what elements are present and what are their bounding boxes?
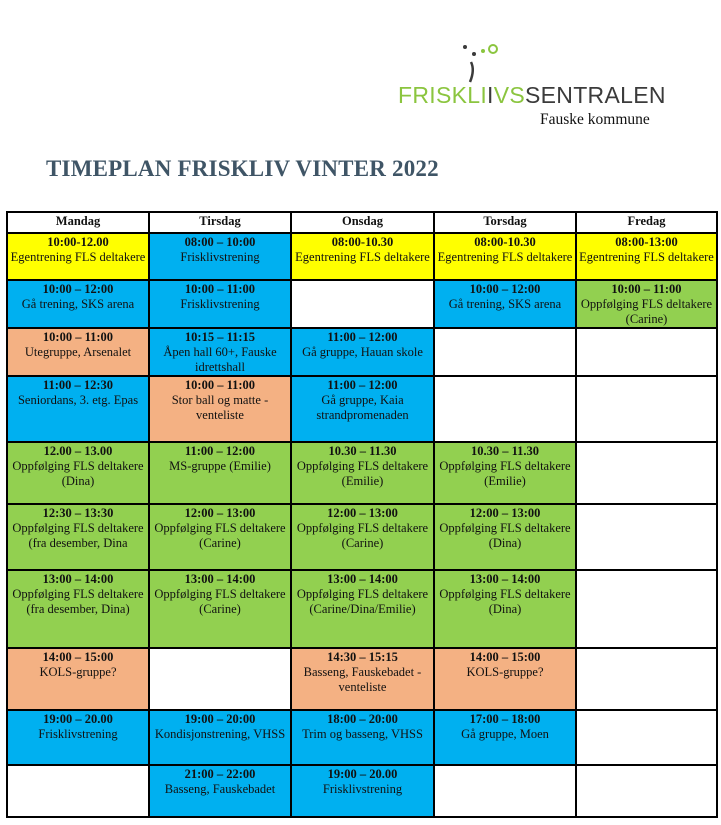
activity-description: KOLS-gruppe? bbox=[39, 665, 117, 679]
schedule-row bbox=[7, 442, 717, 504]
activity-time: 10:00 – 11:00 bbox=[184, 378, 256, 392]
activity-description: Basseng, Fauskebadet - venteliste bbox=[303, 665, 422, 694]
activity-description: Kondisjonstrening, VHSS bbox=[154, 727, 286, 741]
schedule-cell bbox=[434, 233, 576, 280]
schedule-cell bbox=[7, 570, 149, 648]
activity-description: Oppfølging FLS deltakere (Carine/Dina/Emilie) bbox=[296, 587, 429, 616]
schedule-row bbox=[7, 648, 717, 710]
activity-time: 13:00 – 14:00 bbox=[184, 572, 256, 586]
schedule-cell bbox=[291, 442, 434, 504]
activity-description: Oppfølging FLS deltakere (Dina) bbox=[439, 521, 571, 550]
activity-description: Stor ball og matte - venteliste bbox=[171, 393, 269, 422]
day-header: Onsdag bbox=[291, 212, 434, 233]
activity-time: 11:00 – 12:00 bbox=[184, 444, 256, 458]
schedule-cell bbox=[149, 328, 291, 376]
activity-description: Oppfølging FLS deltakere (Emilie) bbox=[296, 459, 429, 488]
schedule-row bbox=[7, 504, 717, 570]
activity-time: 08:00 – 10:00 bbox=[184, 235, 256, 249]
schedule-row bbox=[7, 710, 717, 765]
activity-time: 12:00 – 13:00 bbox=[327, 506, 398, 520]
schedule-cell bbox=[149, 570, 291, 648]
activity-description: MS-gruppe (Emilie) bbox=[169, 459, 271, 473]
schedule-row bbox=[7, 376, 717, 442]
schedule-cell bbox=[149, 376, 291, 442]
activity-description: Basseng, Fauskebadet bbox=[164, 782, 276, 796]
activity-time: 19:00 – 20.00 bbox=[43, 712, 113, 726]
activity-description: Oppfølging FLS deltakere (Carine) bbox=[154, 587, 286, 616]
schedule-cell-empty bbox=[576, 765, 717, 817]
schedule-cell bbox=[434, 710, 576, 765]
activity-time: 10:15 – 11:15 bbox=[184, 330, 256, 344]
activity-description: Egentrening FLS deltakere bbox=[295, 250, 430, 264]
schedule-cell bbox=[434, 442, 576, 504]
schedule-cell bbox=[291, 570, 434, 648]
schedule-cell-empty bbox=[576, 442, 717, 504]
schedule-row bbox=[7, 280, 717, 328]
schedule-cell-empty bbox=[576, 376, 717, 442]
schedule-row bbox=[7, 233, 717, 280]
activity-description: Oppfølging FLS deltakere (fra desember, Dina) bbox=[12, 587, 144, 616]
activity-description: KOLS-gruppe? bbox=[466, 665, 544, 679]
schedule-cell bbox=[7, 376, 149, 442]
activity-time: 10:00 – 12:00 bbox=[469, 282, 541, 296]
activity-time: 10:00-12.00 bbox=[47, 235, 109, 249]
activity-description: Åpen hall 60+, Fauske idrettshall bbox=[163, 345, 277, 374]
schedule-cell bbox=[291, 328, 434, 376]
schedule-cell-empty bbox=[434, 765, 576, 817]
schedule-cell bbox=[7, 233, 149, 280]
schedule-table bbox=[6, 211, 718, 818]
activity-description: Oppfølging FLS deltakere (fra desember, Dina bbox=[12, 521, 144, 550]
schedule-cell bbox=[7, 328, 149, 376]
schedule-cell-empty bbox=[7, 765, 149, 817]
activity-time: 13:00 – 14:00 bbox=[469, 572, 541, 586]
activity-time: 11:00 – 12:00 bbox=[327, 378, 398, 392]
schedule-cell-empty bbox=[576, 570, 717, 648]
activity-description: Gå gruppe, Moen bbox=[461, 727, 549, 741]
activity-time: 14:00 – 15:00 bbox=[42, 650, 114, 664]
activity-time: 12:00 – 13:00 bbox=[184, 506, 256, 520]
activity-time: 10:00 – 11:00 bbox=[42, 330, 114, 344]
schedule-cell-empty bbox=[576, 328, 717, 376]
activity-description: Oppfølging FLS deltakere (Dina) bbox=[12, 459, 144, 488]
schedule-cell bbox=[291, 710, 434, 765]
schedule-cell bbox=[7, 710, 149, 765]
schedule-cell bbox=[576, 280, 717, 328]
activity-time: 10.30 – 11.30 bbox=[470, 444, 540, 458]
schedule-cell-empty bbox=[434, 376, 576, 442]
activity-time: 13:00 – 14:00 bbox=[327, 572, 398, 586]
activity-time: 12:00 – 13:00 bbox=[469, 506, 541, 520]
activity-time: 14:30 – 15:15 bbox=[327, 650, 398, 664]
schedule-cell bbox=[7, 504, 149, 570]
activity-description: Utegruppe, Arsenalet bbox=[24, 345, 132, 359]
schedule-cell-empty bbox=[149, 648, 291, 710]
schedule-cell bbox=[7, 280, 149, 328]
schedule-cell bbox=[291, 504, 434, 570]
activity-time: 13:00 – 14:00 bbox=[42, 572, 114, 586]
schedule-cell-empty bbox=[434, 328, 576, 376]
activity-description: Frisklivstrening bbox=[180, 297, 260, 311]
activity-time: 10:00 – 11:00 bbox=[184, 282, 256, 296]
activity-description: Gå gruppe, Kaia strandpromenaden bbox=[316, 393, 409, 422]
activity-description: Frisklivstrening bbox=[322, 782, 403, 796]
schedule-cell-empty bbox=[291, 280, 434, 328]
schedule-cell bbox=[291, 376, 434, 442]
day-header-row bbox=[7, 212, 717, 233]
activity-description: Oppfølging FLS deltakere (Carine) bbox=[580, 297, 713, 326]
activity-description: Oppfølging FLS deltakere (Dina) bbox=[439, 587, 571, 616]
activity-description: Oppfølging FLS deltakere (Emilie) bbox=[439, 459, 571, 488]
schedule-cell bbox=[434, 280, 576, 328]
activity-time: 11:00 – 12:30 bbox=[42, 378, 114, 392]
sparkle-dots-icon bbox=[458, 44, 508, 84]
schedule-row bbox=[7, 328, 717, 376]
activity-time: 10.30 – 11.30 bbox=[328, 444, 397, 458]
activity-description: Frisklivstrening bbox=[38, 727, 118, 741]
schedule-cell bbox=[149, 504, 291, 570]
activity-time: 17:00 – 18:00 bbox=[469, 712, 541, 726]
schedule-cell bbox=[149, 710, 291, 765]
schedule-cell bbox=[149, 280, 291, 328]
activity-description: Egentrening FLS deltakere bbox=[437, 250, 573, 264]
schedule-cell bbox=[7, 648, 149, 710]
schedule-cell-empty bbox=[576, 648, 717, 710]
schedule-cell bbox=[434, 648, 576, 710]
schedule-cell bbox=[291, 648, 434, 710]
frisklivssentralen-logo bbox=[398, 44, 666, 134]
activity-time: 12:30 – 13:30 bbox=[42, 506, 114, 520]
activity-time: 08:00-13:00 bbox=[615, 235, 678, 249]
activity-description: Frisklivstrening bbox=[180, 250, 260, 264]
activity-description: Gå gruppe, Hauan skole bbox=[302, 345, 423, 359]
logo-wordmark: FRISKLIIVSSENTRALEN bbox=[398, 82, 666, 108]
activity-time: 11:00 – 12:00 bbox=[327, 330, 398, 344]
activity-time: 19:00 – 20.00 bbox=[327, 767, 398, 781]
schedule-row bbox=[7, 570, 717, 648]
schedule-cell bbox=[576, 233, 717, 280]
activity-time: 14:00 – 15:00 bbox=[469, 650, 541, 664]
activity-time: 19:00 – 20:00 bbox=[184, 712, 256, 726]
schedule-cell bbox=[291, 765, 434, 817]
activity-description: Seniordans, 3. etg. Epas bbox=[17, 393, 139, 407]
day-header: Torsdag bbox=[434, 212, 576, 233]
activity-description: Egentrening FLS deltakere bbox=[10, 250, 146, 264]
activity-description: Oppfølging FLS deltakere (Carine) bbox=[154, 521, 286, 550]
activity-time: 08:00-10.30 bbox=[474, 235, 536, 249]
activity-time: 08:00-10.30 bbox=[331, 235, 394, 249]
schedule-cell-empty bbox=[576, 504, 717, 570]
day-header: Fredag bbox=[576, 212, 717, 233]
schedule-cell bbox=[149, 765, 291, 817]
schedule-body bbox=[7, 233, 717, 817]
schedule-cell bbox=[7, 442, 149, 504]
schedule-cell bbox=[291, 233, 434, 280]
activity-description: Gå trening, SKS arena bbox=[448, 297, 562, 311]
schedule-cell bbox=[434, 570, 576, 648]
activity-description: Egentrening FLS deltakere bbox=[579, 250, 714, 264]
activity-time: 10:00 – 12:00 bbox=[42, 282, 114, 296]
schedule-cell-empty bbox=[576, 710, 717, 765]
day-header: Tirsdag bbox=[149, 212, 291, 233]
activity-description: Oppfølging FLS deltakere (Carine) bbox=[296, 521, 429, 550]
activity-time: 21:00 – 22:00 bbox=[184, 767, 256, 781]
page-title: TIMEPLAN FRISKLIV VINTER 2022 bbox=[46, 156, 439, 181]
schedule-cell bbox=[149, 233, 291, 280]
activity-time: 18:00 – 20:00 bbox=[327, 712, 398, 726]
schedule-cell bbox=[434, 504, 576, 570]
activity-time: 10:00 – 11:00 bbox=[611, 282, 682, 296]
logo-subtitle: Fauske kommune bbox=[540, 111, 650, 128]
schedule-cell bbox=[149, 442, 291, 504]
activity-description: Gå trening, SKS arena bbox=[21, 297, 135, 311]
activity-time: 12.00 – 13.00 bbox=[43, 444, 113, 458]
schedule-row bbox=[7, 765, 717, 817]
day-header: Mandag bbox=[7, 212, 149, 233]
activity-description: Trim og basseng, VHSS bbox=[302, 727, 423, 741]
